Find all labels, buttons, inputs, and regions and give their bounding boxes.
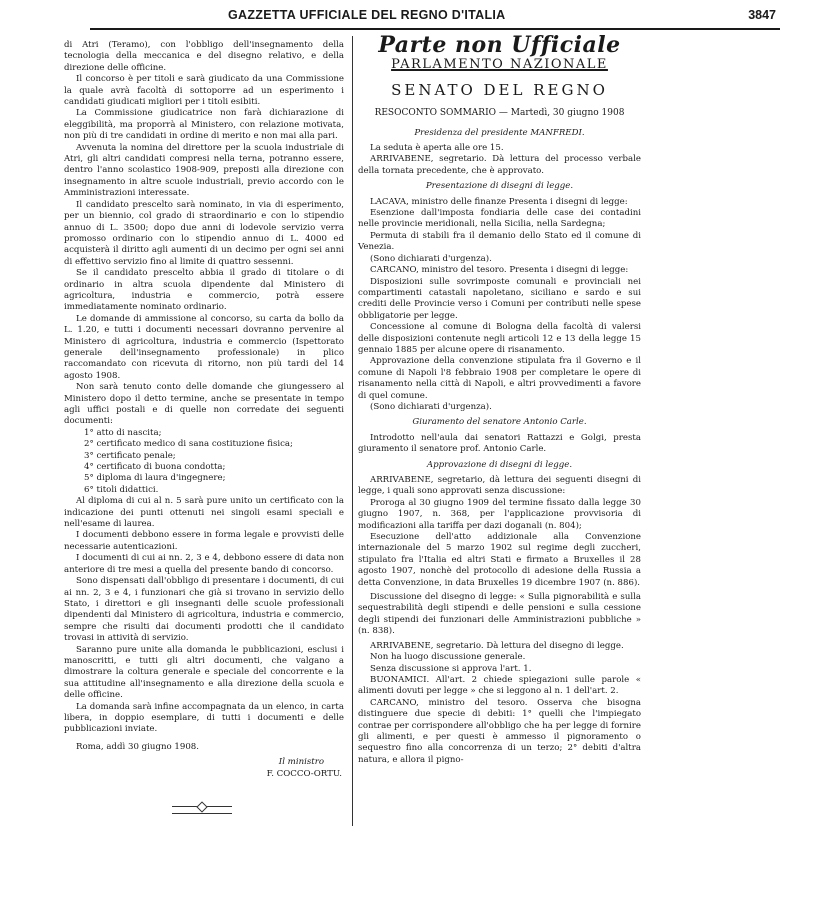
- right-paragraph: Non ha luogo discussione generale.: [370, 652, 526, 663]
- left-paragraph: Sono dispensati dall'obbligo di presentare i documenti, di cui ai nn. 2, 3 e 4, i funzionari che già si trovano in servizio dello Stato, i direttori e gli insegnanti delle scuole professionali dipendenti dal Ministero di agricoltura, industria e commercio, sempre che risulti dai documenti prodotti che il candidato trovasi in attività di servizio.: [64, 576, 344, 644]
- page-header: [90, 6, 780, 30]
- left-paragraph: di Atri (Teramo), con l'obbligo dell'insegnamento della tecnologia della meccanica e del disegno relativo, e della direzione delle officine.: [64, 40, 344, 73]
- document-item: 5° diploma di laura d'ingegnere;: [84, 473, 226, 484]
- right-paragraph: Senza discussione si approva l'art. 1.: [370, 663, 532, 674]
- left-paragraph: Avvenuta la nomina del direttore per la scuola industriale di Atri, gli altri candidati compresi nella terna, potranno essere, dentro l'anno scolastico 1908-909, preposti alla direzione con insegnamento in altre scuole industriali, previo accordo con le Amministrazioni interessate.: [64, 142, 344, 199]
- session-report-line: RESOCONTO SOMMARIO — Martedì, 30 giugno 1908: [374, 108, 625, 119]
- page-number: 3847: [748, 8, 776, 22]
- right-paragraph: (Sono dichiarati d'urgenza).: [370, 253, 492, 264]
- section-ornament: [172, 806, 232, 814]
- left-paragraph: La domanda sarà infine accompagnata da un elenco, in carta libera, in doppio esemplare, di tutti i documenti e delle pubblicazioni inviate.: [64, 701, 344, 735]
- subheading: Presentazione di disegni di legge.: [425, 181, 574, 192]
- section-title: Parte non Ufficiale: [378, 32, 621, 58]
- document-item: 6° titoli didattici.: [84, 484, 159, 495]
- presidency-line: Presidenza del presidente MANFREDI.: [414, 127, 585, 138]
- right-paragraph: Proroga al 30 giugno 1909 del termine fissato dalla legge 30 giugno 1907, n. 368, per l'applicazione provvisoria di modificazioni alla tariffa per dazi doganali (n. 804);: [358, 497, 641, 531]
- document-item: 2° certificato medico di sana costituzione fisica;: [84, 439, 293, 450]
- left-paragraph: I documenti debbono essere in forma legale e provvisti delle necessarie autenticazioni.: [64, 530, 344, 552]
- left-column: [64, 40, 344, 814]
- column-divider: [352, 36, 353, 826]
- right-paragraph: ARRIVABENE, segretario, dà lettura dei seguenti disegni di legge, i quali sono approvati senza discussione:: [358, 475, 641, 497]
- right-paragraph: ARRIVABENE, segretario. Dà lettura del processo verbale della tornata precedente, che è approvato.: [358, 154, 641, 176]
- left-paragraph: Il candidato prescelto sarà nominato, in via di esperimento, per un biennio, col grado di straordinario e con lo stipendio annuo di L. 3500; dopo due anni di lodevole servizio verra promosso ordinario con lo stipendio annuo di L. 4000 ed acquisterà il diritto agli aumenti di un decimo per ogni sei anni di effettivo servizio fino al limite di quattro sessenni.: [64, 199, 344, 267]
- right-paragraph: Permuta di stabili fra il demanio dello Stato ed il comune di Venezia.: [358, 230, 641, 253]
- right-paragraph: (Sono dichiarati d'urgenza).: [370, 401, 492, 412]
- parliament-heading: PARLAMENTO NAZIONALE: [391, 57, 608, 73]
- right-paragraph: Concessione al comune di Bologna della facoltà di valersi delle disposizioni contenute negli articoli 12 e 13 della legge 15 gennaio 1885 per alcune opere di risanamento.: [358, 322, 641, 355]
- left-paragraph: I documenti di cui ai nn. 2, 3 e 4, debbono essere di data non anteriore di tre mesi a quella del presente bando di concorso.: [64, 553, 344, 575]
- document-item: 3° certificato penale;: [84, 450, 176, 461]
- left-paragraph: La Commissione giudicatrice non farà dichiarazione di eleggibilità, ma proporrà al Ministero, con relazione motivata, non più di tre candidati in ordine di merito e non mai alla pari.: [64, 108, 344, 142]
- right-column: [358, 32, 641, 766]
- date-line: Roma, addì 30 giugno 1908.: [76, 741, 199, 752]
- subheading: Approvazione di disegni di legge.: [426, 459, 573, 470]
- left-paragraph: Il concorso è per titoli e sarà giudicato da una Commissione la quale avrà facoltà di sottoporre ad un esperimento i candidati giudicati migliori per i titoli esibiti.: [64, 74, 344, 108]
- right-paragraph: CARCANO, ministro del tesoro. Osserva che bisogna distinguere due specie di debiti: 1° quelli che l'impiegato contrae per corrispondere all'obbligo che ha per legge di fornire gli alimenti, e per questi è ammesso il pignoramento o sequestro fino alla concorrenza di un terzo; 2° debiti d'altra natura, e allora il pigno-: [358, 697, 641, 765]
- minister-label: Il ministro: [278, 757, 324, 768]
- right-paragraph: Discussione del disegno di legge: « Sulla pignorabilità e sulla sequestrabilità degli stipendi e delle pensioni e sulla cessione degli stipendi dei funzionari delle Amministrazioni pubbliche » (n. 838).: [358, 592, 641, 637]
- right-paragraph: ARRIVABENE, segretario. Dà lettura del disegno di legge.: [370, 640, 624, 651]
- right-paragraph: LACAVA, ministro delle finanze Presenta i disegni di legge:: [370, 196, 628, 207]
- right-paragraph: BUONAMICI. All'art. 2 chiede spiegazioni sulle parole « alimenti dovuti per legge » che si leggono al n. 1 dell'art. 2.: [358, 674, 641, 697]
- left-paragraph: Non sarà tenuto conto delle domande che giungessero al Ministero dopo il detto termine, anche se presentate in tempo agli uffici postali e di quelle non corredate dei seguenti documenti:: [64, 382, 344, 427]
- document-item: 1° atto di nascita;: [84, 427, 162, 438]
- right-paragraph: La seduta è aperta alle ore 15.: [370, 143, 504, 154]
- right-paragraph: Introdotto nell'aula dai senatori Rattazzi e Golgi, presta giuramento il senatore prof. Antonio Carle.: [358, 432, 641, 455]
- gazette-title: GAZZETTA UFFICIALE DEL REGNO D'ITALIA: [228, 8, 506, 22]
- document-item: 4° certificato di buona condotta;: [84, 462, 226, 473]
- senate-heading: SENATO DEL REGNO: [391, 80, 608, 99]
- right-paragraph: Approvazione della convenzione stipulata fra il Governo e il comune di Napoli l'8 febbraio 1908 per completare le opere di risanamento nella città di Napoli, e altri provvedimenti a favore di quel comune.: [358, 356, 641, 401]
- minister-signature: F. COCCO-ORTU.: [266, 768, 342, 779]
- right-paragraph: Esecuzione dell'atto addizionale alla Convenzione internazionale del 5 marzo 1902 sul regime degli zuccheri, stipulato fra l'Italia ed altri Stati e firmato a Bruxelles il 28 agosto 1907, nonchè del protocollo di adesione della Russia a detta Convenzione, in data Bruxelles 19 dicembre 1907 (n. 886).: [358, 532, 641, 588]
- left-paragraph: Se il candidato prescelto abbia il grado di titolare o di ordinario in altra scuola dipendente dal Ministero di agricoltura, industria e commercio, potrà essere immediatamente nominato ordinario.: [64, 268, 344, 313]
- left-paragraph: Al diploma di cui al n. 5 sarà pure unito un certificato con la indicazione dei punti ottenuti nei singoli esami speciali e nell'esame di laurea.: [64, 496, 344, 530]
- subheading: Giuramento del senatore Antonio Carle.: [412, 417, 587, 428]
- left-paragraph: Le domande di ammissione al concorso, su carta da bollo da L. 1.20, e tutti i documenti necessari dovranno pervenire al Ministero di agricoltura, industria e commercio (Ispettorato generale dell'insegnamento professionale) in plico raccomandato con ricevuta di ritorno, non più tardi del 14 agosto 1908.: [64, 313, 344, 381]
- left-paragraph: Saranno pure unite alla domanda le pubblicazioni, esclusi i manoscritti, e tutti gli altri documenti, che valgano a dimostrare la coltura generale e speciale del concorrente e la sua attitudine all'insegnamento e alla direzione della scuola e delle officine.: [64, 644, 344, 701]
- right-paragraph: Esenzione dall'imposta fondiaria delle case dei contadini nelle provincie meridionali, nella Sicilia, nella Sardegna;: [358, 208, 641, 230]
- right-paragraph: CARCANO, ministro del tesoro. Presenta i disegni di legge:: [370, 265, 629, 276]
- right-paragraph: Disposizioni sulle sovrimposte comunali e provinciali nei compartimenti catastali napoletano, siciliano e sardo e sui crediti delle Provincie verso i Comuni per contributi nelle spese obbligatorie per legge.: [358, 276, 641, 321]
